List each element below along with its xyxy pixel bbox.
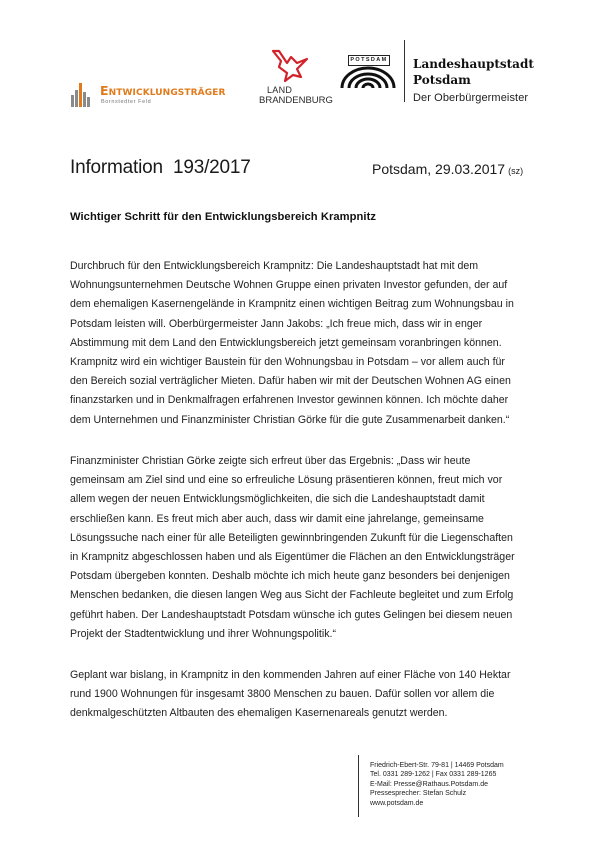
brandenburg-line1: LAND: [267, 85, 293, 95]
paragraph-line: Finanzminister Christian Görke zeigte sich erfreut über das Ergebnis: „Dass wir heute: [70, 455, 471, 467]
paragraph-3: [70, 666, 540, 724]
paragraph-2: [70, 452, 540, 644]
paragraph-1: [70, 257, 540, 430]
footer-spokesperson: Pressesprecher: Stefan Schulz: [370, 790, 467, 798]
entwicklungstraeger-tagline: Bornstedter Feld: [101, 99, 152, 105]
brandenburg-line2: BRANDENBURG: [259, 95, 333, 106]
brandenburg-logo: [259, 47, 331, 109]
paragraph-line: in Krampnitz abgeschlossen haben und als Eigentümer die Flächen an den Entwicklungsträger: [70, 551, 515, 564]
paragraph-line: Lösungssuche nach einer für alle Beteiligten gewinnbringenden Zukunft für die Liegenschaften: [70, 531, 513, 544]
paragraph-line: dem Unternehmen und Finanzminister Christian Görke für die gute Zusammenarbeit danken.“: [70, 413, 510, 426]
potsdam-arches-icon: [338, 66, 398, 90]
paragraph-line: Potsdam übergeben konnten. Deshalb möchte ich mich heute ganz besonders bei denjenigen: [70, 570, 510, 583]
red-eagle-icon: [267, 47, 313, 85]
contact-footer: [370, 761, 504, 808]
paragraph-line: Geplant war bislang, in Krampnitz in den kommenden Jahren auf einer Fläche von 140 Hektar: [70, 669, 511, 681]
paragraph-line: den Bereich sozial verträglicher Mieten. Dafür haben wir mit der Deutschen Wohnen AG einen: [70, 375, 511, 388]
entwicklungstraeger-logo: [71, 83, 251, 109]
footer-email[interactable]: E-Mail: Presse@Rathaus.Potsdam.de: [370, 780, 488, 788]
footer-address: Friedrich-Ebert-Str. 79-81 | 14469 Potsdam: [370, 762, 504, 769]
city-name-line1: Landeshauptstadt: [413, 57, 534, 71]
city-name: [413, 56, 534, 88]
paragraph-line: dem ehemaligen Kasernengelände in Krampnitz einen wichtigen Beitrag zum Wohnungsbau in: [70, 298, 514, 311]
paragraph-line: allem wegen der neuen Entwicklungsmöglichkeiten, die sich die Landeshauptstadt damit: [70, 493, 485, 506]
paragraph-line: geführt haben. Der Landeshauptstadt Potsdam wünsche ich gutes Gelingen bei diesem neuen: [70, 608, 513, 621]
publication-date: Potsdam, 29.03.2017: [372, 161, 506, 177]
paragraph-line: Krampnitz wird ein wichtiger Baustein für den Wohnungsbau in Potsdam – vor allem auch für: [70, 356, 505, 369]
paragraph-line: Menschen bedanken, die diesen langen Weg aus Sicht der Fachleute begleitet und zum Erfolg: [70, 589, 514, 602]
paragraph-line: gemeinsam am Ziel sind und eine so erfreuliche Lösung präsentieren können, freut mich vor: [70, 474, 503, 487]
paragraph-line: denkmalgeschützten Altbauten des ehemaligen Kasernenareals genutzt werden.: [70, 707, 448, 720]
paragraph-line: Potsdam leisten will. Oberbürgermeister Jann Jakobs: „Ich freue mich, dass wir in enger: [70, 317, 483, 330]
potsdam-logo: [338, 55, 400, 91]
date-line: [372, 161, 523, 177]
footer-phone: Tel. 0331 289-1262 | Fax 0331 289-1265: [370, 771, 497, 779]
paragraph-line: Wohnungsunternehmen Deutsche Wohnen Gruppe einen privaten Investor gefunden, der auf: [70, 279, 508, 292]
paragraph-line: Durchbruch für den Entwicklungsbereich Krampnitz: Die Landeshauptstadt hat mit dem: [70, 260, 479, 272]
header-divider: [404, 40, 405, 102]
paragraph-line: Projekt der Stadtentwicklung und ihrer Wohnungspolitik.“: [70, 627, 336, 640]
city-subtitle: Der Oberbürgermeister: [413, 92, 529, 104]
paragraph-line: erschließen kann. Es freut mich aber auch, dass wir damit eine jahrelange, gemeinsame: [70, 512, 484, 525]
city-name-line2: Potsdam: [413, 73, 471, 87]
footer-website[interactable]: www.potsdam.de: [370, 799, 424, 807]
headline: Wichtiger Schritt für den Entwicklungsbereich Krampnitz: [70, 211, 376, 223]
paragraph-line: Abstimmung mit dem Land den Entwicklungsbereich jetzt gemeinsam voranbringen können.: [70, 336, 502, 349]
information-number: Information 193/2017: [70, 157, 251, 178]
entwicklungstraeger-name: Entwicklungsträger: [100, 83, 226, 98]
paragraph-line: finanzstarken und in Denkmalfragen erfahrenen Investor gewinnen können. Ich möchte daher: [70, 394, 509, 407]
paragraph-line: rund 1900 Wohnungen für insgesamt 3800 Menschen zu bauen. Dafür sollen vor allem die: [70, 688, 495, 701]
author-code: (sz): [508, 166, 524, 176]
potsdam-logo-word: POTSDAM: [348, 55, 390, 66]
footer-divider: [358, 755, 359, 817]
bar-mark-icon: [71, 83, 93, 107]
